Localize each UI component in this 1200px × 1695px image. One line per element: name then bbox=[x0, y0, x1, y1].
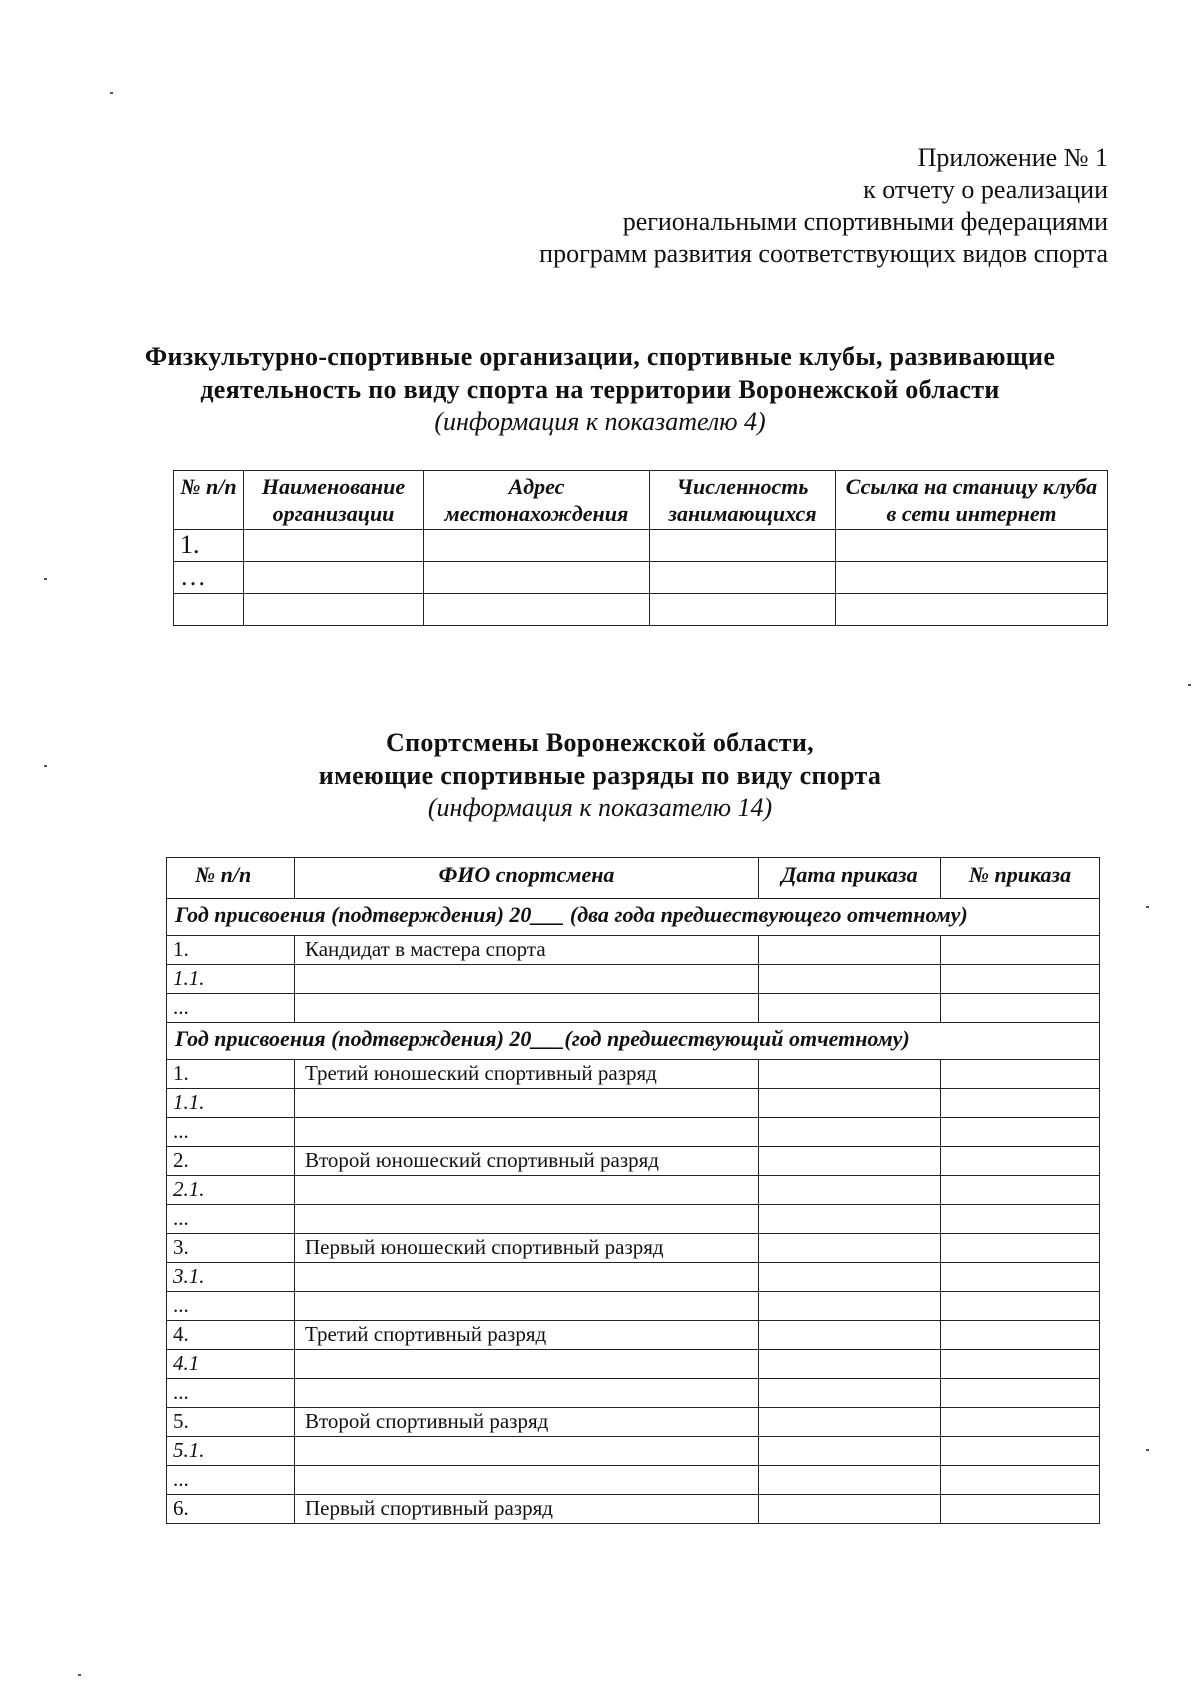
cell-num: 4. bbox=[167, 1321, 295, 1350]
scan-speck bbox=[1146, 1449, 1149, 1451]
organizations-table bbox=[173, 470, 1108, 626]
cell-fio: Первый юношеский спортивный разряд bbox=[295, 1234, 759, 1263]
cell-fio: Третий спортивный разряд bbox=[295, 1321, 759, 1350]
scan-speck bbox=[44, 765, 47, 767]
cell-order-number bbox=[941, 1205, 1100, 1234]
cell-num: ... bbox=[167, 1292, 295, 1321]
cell-num: 1. bbox=[167, 936, 295, 965]
cell-order-date bbox=[759, 1321, 941, 1350]
athlete-row bbox=[167, 1118, 1100, 1147]
organization-row bbox=[174, 530, 1108, 562]
cell-order-number bbox=[941, 1234, 1100, 1263]
athlete-row bbox=[167, 1176, 1100, 1205]
cell-num: ... bbox=[167, 1379, 295, 1408]
annex-line-4: программ развития соответствующих видов спорта bbox=[539, 239, 1108, 268]
section1-title-line-1: Физкультурно-спортивные организации, спортивные клубы, развивающие bbox=[144, 342, 1056, 371]
cell-order-date bbox=[759, 1379, 941, 1408]
cell-order-date bbox=[759, 1176, 941, 1205]
athlete-row bbox=[167, 1089, 1100, 1118]
organizations-header-row bbox=[174, 471, 1108, 530]
cell-fio bbox=[295, 1437, 759, 1466]
athletes-table bbox=[166, 857, 1100, 1524]
cell-order-date bbox=[759, 1408, 941, 1437]
athlete-row bbox=[167, 1292, 1100, 1321]
cell-num: 1. bbox=[174, 530, 244, 562]
cell-address bbox=[424, 562, 650, 594]
cell-name bbox=[244, 594, 424, 626]
cell-order-number bbox=[941, 994, 1100, 1023]
cell-num: 2. bbox=[167, 1147, 295, 1176]
cell-name bbox=[244, 562, 424, 594]
cell-fio bbox=[295, 965, 759, 994]
cell-order-date bbox=[759, 965, 941, 994]
section1-title-line-2: деятельность по виду спорта на территории Воронежской области bbox=[200, 375, 1000, 404]
year-row bbox=[167, 899, 1100, 936]
cell-fio bbox=[295, 994, 759, 1023]
cell-order-number bbox=[941, 1437, 1100, 1466]
cell-num: … bbox=[174, 562, 244, 594]
section2-title-line-2: имеющие спортивные разряды по виду спорта bbox=[318, 761, 882, 790]
section1-title bbox=[0, 340, 1200, 438]
cell-order-date bbox=[759, 994, 941, 1023]
scan-speck bbox=[110, 92, 113, 94]
header-club-link: Ссылка на станицу клуба в сети интернет bbox=[836, 471, 1108, 530]
athlete-row bbox=[167, 1205, 1100, 1234]
cell-order-number bbox=[941, 965, 1100, 994]
cell-order-date bbox=[759, 1089, 941, 1118]
annex-line-3: региональными спортивными федерациями bbox=[622, 207, 1108, 236]
cell-fio bbox=[295, 1263, 759, 1292]
annex-header bbox=[539, 142, 1108, 270]
cell-order-date bbox=[759, 1147, 941, 1176]
cell-num: 3. bbox=[167, 1234, 295, 1263]
annex-line-1: Приложение № 1 bbox=[917, 143, 1108, 172]
cell-order-number bbox=[941, 1060, 1100, 1089]
cell-order-number bbox=[941, 1350, 1100, 1379]
cell-order-number bbox=[941, 1147, 1100, 1176]
cell-num: 5. bbox=[167, 1408, 295, 1437]
cell-order-number bbox=[941, 1321, 1100, 1350]
scan-speck bbox=[78, 1674, 81, 1676]
athlete-row bbox=[167, 1379, 1100, 1408]
athlete-row bbox=[167, 1321, 1100, 1350]
section1-subtitle: (информация к показателю 4) bbox=[434, 407, 766, 436]
cell-order-number bbox=[941, 1379, 1100, 1408]
cell-link bbox=[836, 530, 1108, 562]
cell-num bbox=[174, 594, 244, 626]
athlete-row bbox=[167, 1495, 1100, 1524]
cell-order-number bbox=[941, 936, 1100, 965]
cell-order-number bbox=[941, 1118, 1100, 1147]
organization-row bbox=[174, 562, 1108, 594]
header-address: Адрес местонахождения bbox=[424, 471, 650, 530]
cell-num: 4.1 bbox=[167, 1350, 295, 1379]
athlete-row bbox=[167, 1350, 1100, 1379]
cell-order-date bbox=[759, 1437, 941, 1466]
athlete-row bbox=[167, 1147, 1100, 1176]
cell-order-date bbox=[759, 1466, 941, 1495]
cell-num: 1. bbox=[167, 1060, 295, 1089]
section2-title bbox=[0, 726, 1200, 824]
cell-order-number bbox=[941, 1089, 1100, 1118]
cell-order-date bbox=[759, 1118, 941, 1147]
cell-fio: Второй юношеский спортивный разряд bbox=[295, 1147, 759, 1176]
cell-fio: Кандидат в мастера спорта bbox=[295, 936, 759, 965]
cell-fio bbox=[295, 1466, 759, 1495]
cell-link bbox=[836, 562, 1108, 594]
scan-speck bbox=[1146, 906, 1149, 908]
cell-fio: Второй спортивный разряд bbox=[295, 1408, 759, 1437]
organization-row bbox=[174, 594, 1108, 626]
athletes-header-row bbox=[167, 858, 1100, 899]
header-num: № п/п bbox=[174, 471, 244, 530]
header-fio: ФИО спортсмена bbox=[295, 858, 759, 899]
athlete-row bbox=[167, 1234, 1100, 1263]
cell-address bbox=[424, 594, 650, 626]
scan-speck bbox=[44, 578, 47, 580]
cell-num: 6. bbox=[167, 1495, 295, 1524]
cell-num: 3.1. bbox=[167, 1263, 295, 1292]
year-label: Год присвоения (подтверждения) 20___ (два года предшествующего отчетному) bbox=[167, 899, 1100, 936]
cell-fio bbox=[295, 1292, 759, 1321]
athlete-row bbox=[167, 994, 1100, 1023]
cell-count bbox=[650, 530, 836, 562]
header-org-name: Наименование организации bbox=[244, 471, 424, 530]
year-label: Год присвоения (подтверждения) 20___(год предшествующий отчетному) bbox=[167, 1023, 1100, 1060]
header-num: № п/п bbox=[167, 858, 295, 899]
athletes-body bbox=[167, 899, 1100, 1524]
cell-link bbox=[836, 594, 1108, 626]
cell-count bbox=[650, 594, 836, 626]
header-order-date: Дата приказа bbox=[759, 858, 941, 899]
cell-order-date bbox=[759, 1292, 941, 1321]
athlete-row bbox=[167, 1466, 1100, 1495]
cell-order-date bbox=[759, 1263, 941, 1292]
cell-order-number bbox=[941, 1263, 1100, 1292]
cell-num: ... bbox=[167, 1466, 295, 1495]
cell-order-date bbox=[759, 1060, 941, 1089]
cell-count bbox=[650, 562, 836, 594]
section2-subtitle: (информация к показателю 14) bbox=[427, 793, 773, 822]
cell-num: 1.1. bbox=[167, 1089, 295, 1118]
cell-fio bbox=[295, 1089, 759, 1118]
cell-fio: Первый спортивный разряд bbox=[295, 1495, 759, 1524]
athlete-row bbox=[167, 1263, 1100, 1292]
cell-order-number bbox=[941, 1466, 1100, 1495]
cell-order-number bbox=[941, 1292, 1100, 1321]
athlete-row bbox=[167, 965, 1100, 994]
cell-fio bbox=[295, 1118, 759, 1147]
cell-fio bbox=[295, 1205, 759, 1234]
cell-order-number bbox=[941, 1495, 1100, 1524]
cell-order-number bbox=[941, 1408, 1100, 1437]
cell-fio: Третий юношеский спортивный разряд bbox=[295, 1060, 759, 1089]
cell-order-date bbox=[759, 1205, 941, 1234]
cell-num: 1.1. bbox=[167, 965, 295, 994]
cell-num: ... bbox=[167, 1118, 295, 1147]
cell-name bbox=[244, 530, 424, 562]
cell-address bbox=[424, 530, 650, 562]
athlete-row bbox=[167, 1408, 1100, 1437]
cell-num: 5.1. bbox=[167, 1437, 295, 1466]
athlete-row bbox=[167, 936, 1100, 965]
year-row bbox=[167, 1023, 1100, 1060]
cell-num: 2.1. bbox=[167, 1176, 295, 1205]
cell-order-date bbox=[759, 936, 941, 965]
section2-title-line-1: Спортсмены Воронежской области, bbox=[386, 728, 814, 757]
cell-order-date bbox=[759, 1234, 941, 1263]
cell-fio bbox=[295, 1176, 759, 1205]
header-member-count: Численность занимающихся bbox=[650, 471, 836, 530]
scan-speck bbox=[1188, 684, 1191, 686]
cell-order-number bbox=[941, 1176, 1100, 1205]
cell-order-date bbox=[759, 1350, 941, 1379]
organizations-body bbox=[174, 530, 1108, 626]
annex-line-2: к отчету о реализации bbox=[863, 175, 1108, 204]
cell-num: ... bbox=[167, 994, 295, 1023]
header-order-number: № приказа bbox=[941, 858, 1100, 899]
cell-order-date bbox=[759, 1495, 941, 1524]
athlete-row bbox=[167, 1437, 1100, 1466]
cell-fio bbox=[295, 1379, 759, 1408]
cell-num: ... bbox=[167, 1205, 295, 1234]
athlete-row bbox=[167, 1060, 1100, 1089]
cell-fio bbox=[295, 1350, 759, 1379]
